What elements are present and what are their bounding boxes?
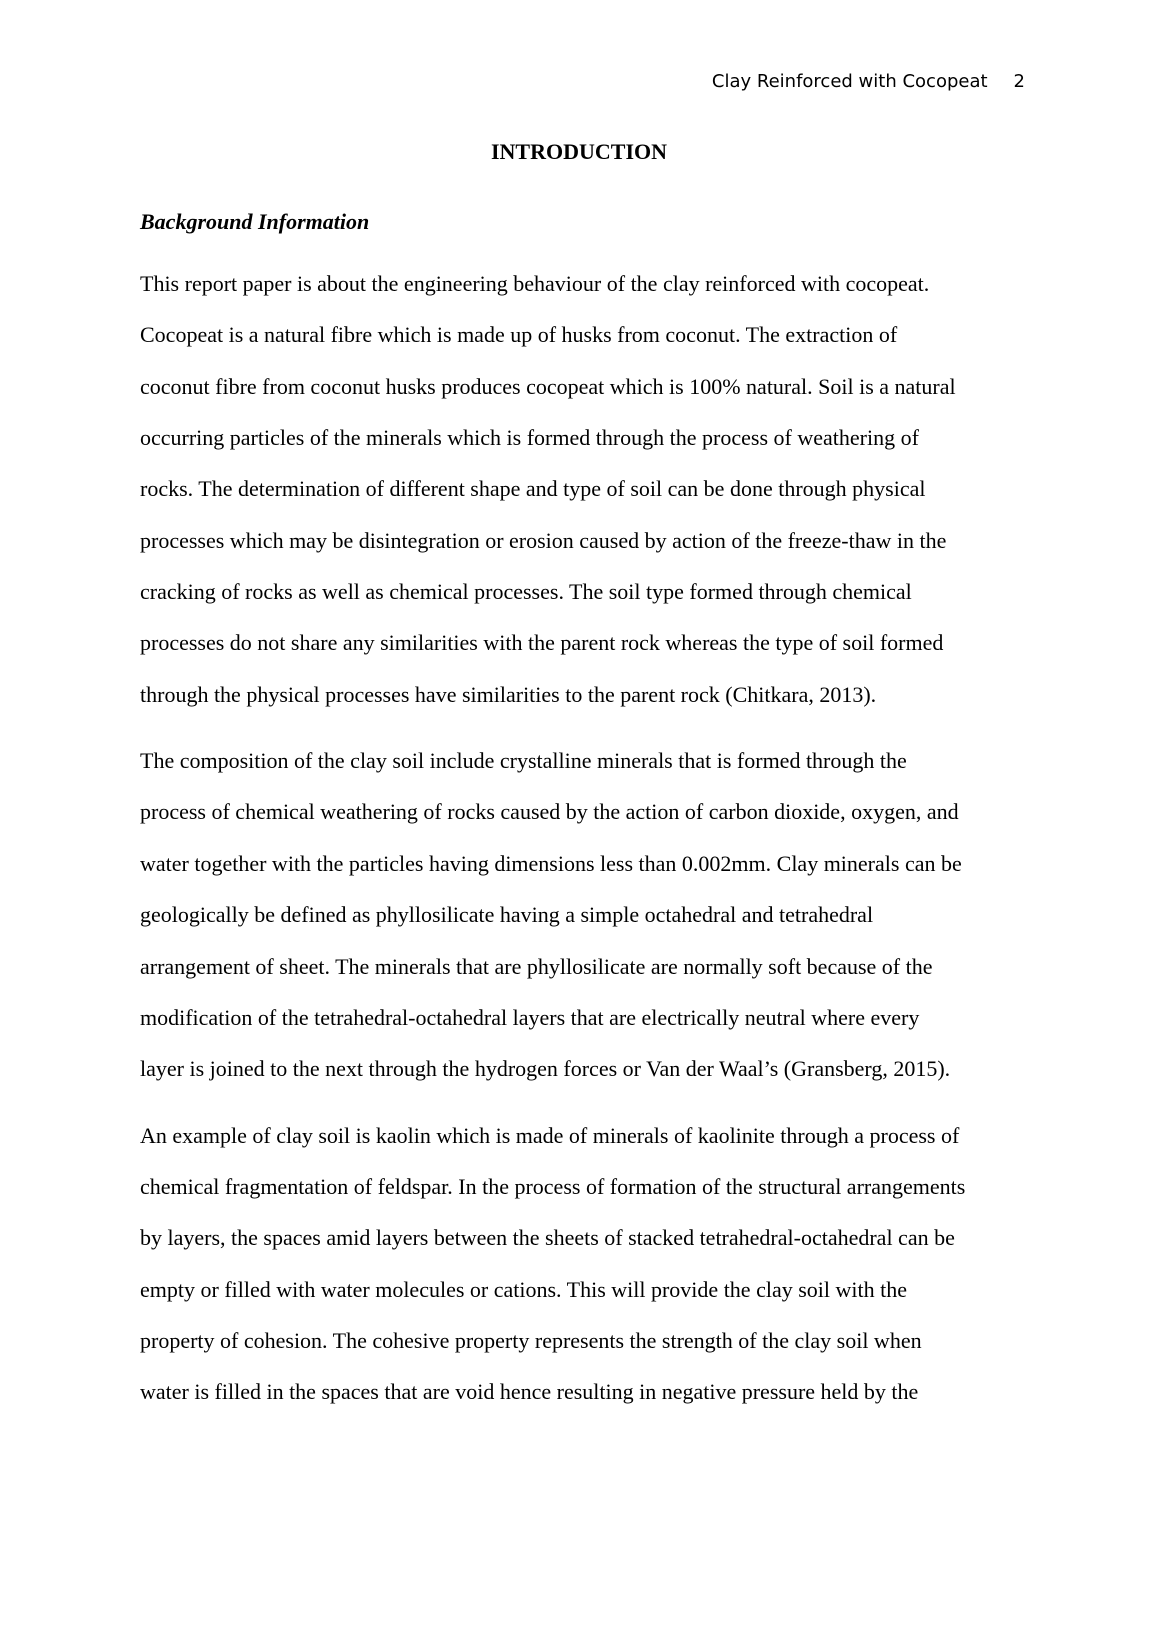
paragraph-1-line: This report paper is about the engineering behaviour of the clay reinforced with cocopeat.	[140, 271, 930, 296]
paragraph-1-line: processes which may be disintegration or erosion caused by action of the freeze-thaw in the	[140, 528, 947, 553]
paragraph-3-line: water is filled in the spaces that are void hence resulting in negative pressure held by the	[140, 1379, 919, 1404]
paragraph-1-line: occurring particles of the minerals which is formed through the process of weathering of	[140, 425, 919, 450]
paragraph-1-line: Cocopeat is a natural fibre which is made up of husks from coconut. The extraction of	[140, 322, 898, 347]
running-header	[712, 70, 1025, 94]
paragraph-2-line: The composition of the clay soil include crystalline minerals that is formed through the	[140, 748, 907, 773]
paragraph-1-line: processes do not share any similarities with the parent rock whereas the type of soil formed	[140, 630, 944, 655]
paragraph-3-line: property of cohesion. The cohesive property represents the strength of the clay soil when	[140, 1328, 922, 1353]
paragraph-3-line: empty or filled with water molecules or cations. This will provide the clay soil with the	[140, 1277, 907, 1302]
paragraph-2-line: process of chemical weathering of rocks caused by the action of carbon dioxide, oxygen, and	[140, 799, 959, 824]
paragraph-1-line: through the physical processes have similarities to the parent rock (Chitkara, 2013).	[140, 682, 877, 707]
paragraph-2-line: modification of the tetrahedral-octahedral layers that are electrically neutral where every	[140, 1005, 920, 1030]
paragraph-1-line: cracking of rocks as well as chemical processes. The soil type formed through chemical	[140, 579, 912, 604]
page-title: INTRODUCTION	[490, 139, 668, 164]
section-heading: Background Information	[140, 209, 370, 234]
paragraph-3-line: chemical fragmentation of feldspar. In the process of formation of the structural arrangements	[140, 1174, 966, 1199]
paragraph-2-line: arrangement of sheet. The minerals that are phyllosilicate are normally soft because of the	[140, 954, 933, 979]
paragraph-1-line: coconut fibre from coconut husks produces cocopeat which is 100% natural. Soil is a natural	[140, 374, 956, 399]
page-number: 2	[1013, 71, 1025, 92]
paragraph-2-line: water together with the particles having dimensions less than 0.002mm. Clay minerals can be	[140, 851, 962, 876]
paragraph-2-line: geologically be defined as phyllosilicate having a simple octahedral and tetrahedral	[140, 902, 874, 927]
paragraph-3-line: An example of clay soil is kaolin which is made of minerals of kaolinite through a process of	[140, 1123, 960, 1148]
running-title: Clay Reinforced with Cocopeat	[711, 71, 988, 92]
paragraph-1-line: rocks. The determination of different shape and type of soil can be done through physical	[140, 476, 926, 501]
paragraph-2-line: layer is joined to the next through the hydrogen forces or Van der Waal’s (Gransberg, 2015).	[140, 1056, 951, 1081]
paragraph-3-line: by layers, the spaces amid layers between the sheets of stacked tetrahedral-octahedral can be	[140, 1225, 955, 1250]
